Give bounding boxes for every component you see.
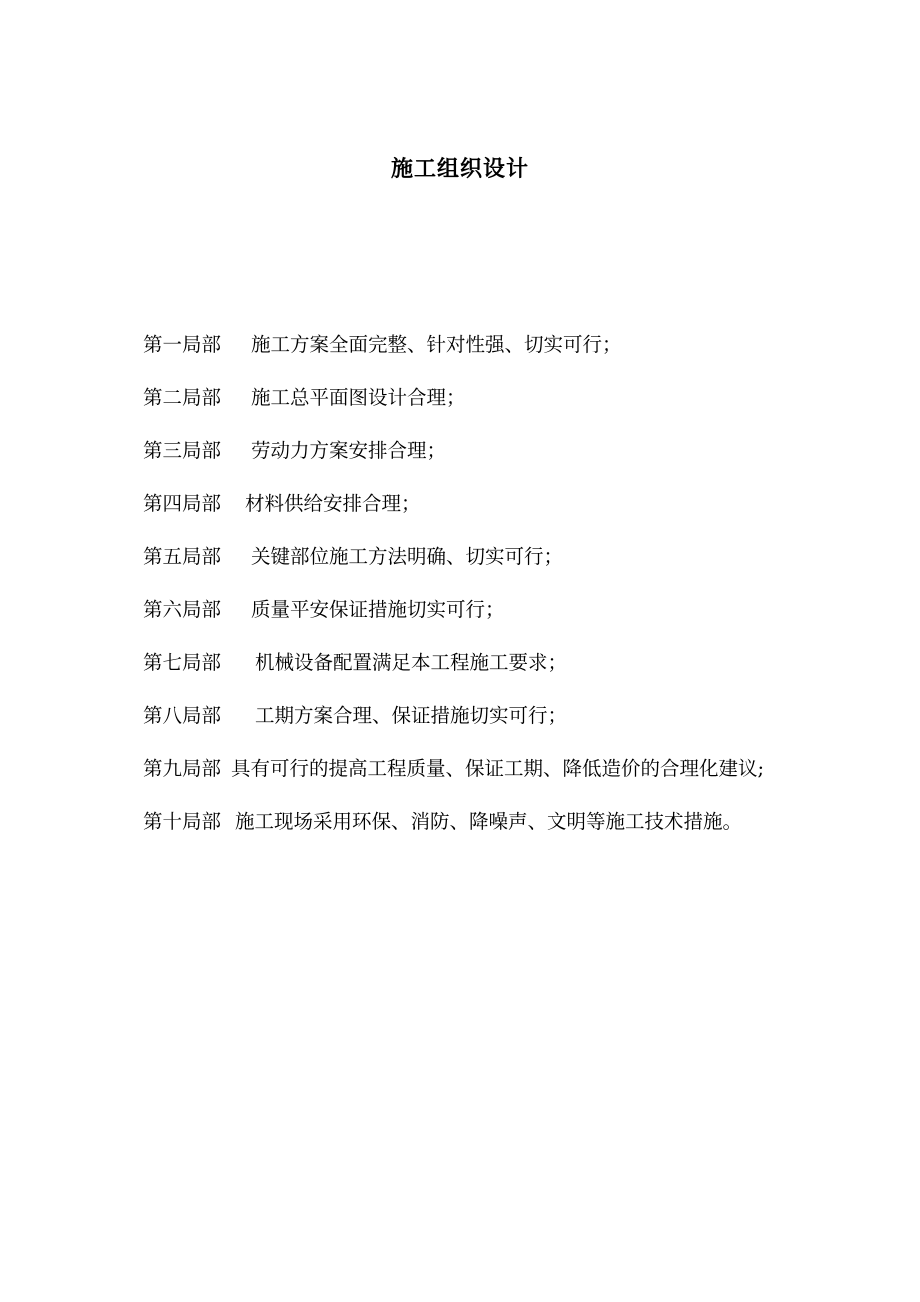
section-text: 材料供给安排合理； bbox=[245, 492, 421, 515]
section-text: 关键部位施工方法明确、切实可行； bbox=[251, 545, 564, 568]
section-text: 劳动力方案安排合理； bbox=[251, 439, 447, 462]
list-item bbox=[143, 424, 863, 477]
list-item bbox=[143, 689, 863, 742]
section-text: 工期方案合理、保证措施切实可行； bbox=[255, 704, 568, 727]
list-item bbox=[143, 795, 863, 848]
list-item bbox=[143, 583, 863, 636]
section-label: 第七局部 bbox=[143, 651, 222, 674]
section-label: 第十局部 bbox=[143, 810, 222, 833]
page-title: 施工组织设计 bbox=[390, 157, 529, 182]
section-label: 第六局部 bbox=[143, 598, 222, 621]
section-label: 第五局部 bbox=[143, 545, 222, 568]
section-list bbox=[143, 318, 863, 848]
section-text: 具有可行的提高工程质量、保证工期、降低造价的合理化建议; bbox=[231, 757, 765, 780]
section-label: 第八局部 bbox=[143, 704, 222, 727]
list-item bbox=[143, 318, 863, 371]
section-label: 第四局部 bbox=[143, 492, 222, 515]
section-label: 第一局部 bbox=[143, 333, 222, 356]
section-label: 第三局部 bbox=[143, 439, 222, 462]
section-text: 机械设备配置满足本工程施工要求； bbox=[255, 651, 568, 674]
list-item bbox=[143, 530, 863, 583]
section-label: 第九局部 bbox=[143, 757, 222, 780]
list-item bbox=[143, 742, 863, 795]
section-label: 第二局部 bbox=[143, 386, 222, 409]
list-item bbox=[143, 477, 863, 530]
section-text: 施工现场采用环保、消防、降噪声、文明等施工技术措施。 bbox=[235, 810, 743, 833]
section-text: 施工方案全面完整、针对性强、切实可行； bbox=[251, 333, 622, 356]
list-item bbox=[143, 371, 863, 424]
section-text: 施工总平面图设计合理； bbox=[251, 386, 466, 409]
section-text: 质量平安保证措施切实可行； bbox=[251, 598, 505, 621]
list-item bbox=[143, 636, 863, 689]
